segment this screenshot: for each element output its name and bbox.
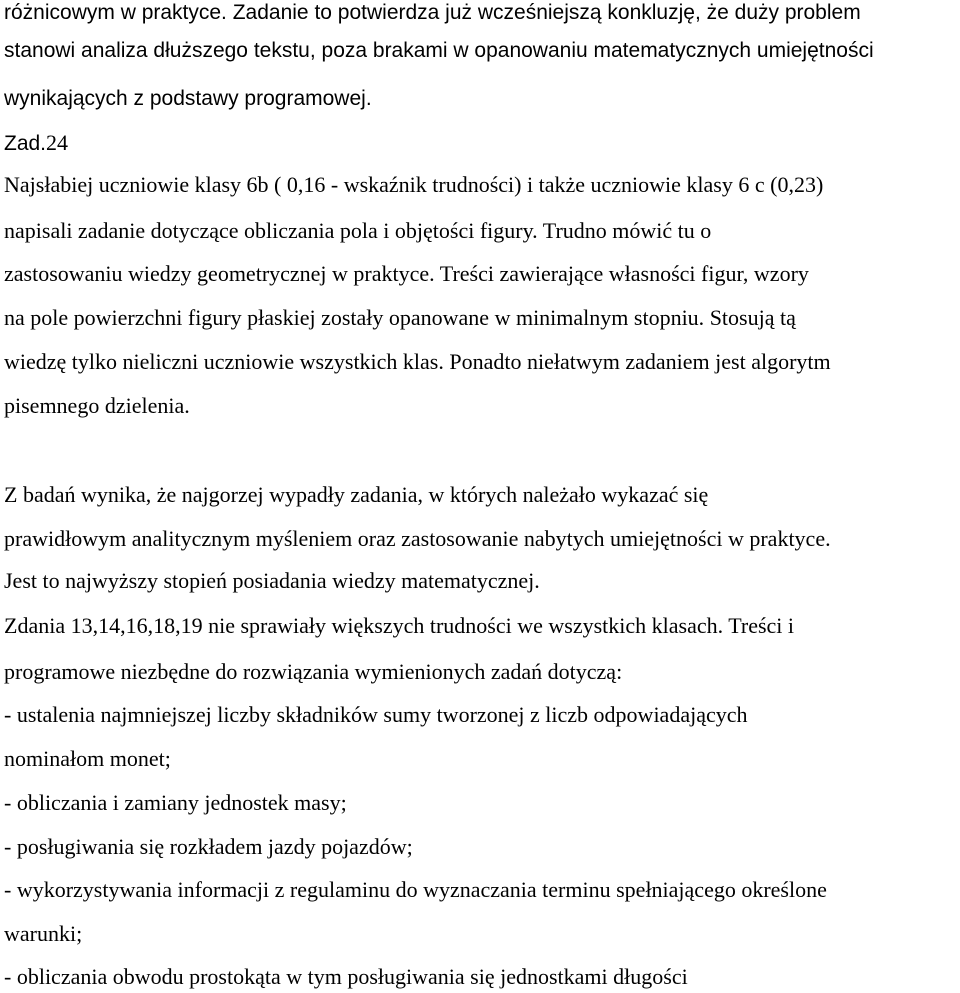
text-run: Jest to najwyższy stopień posiadania wiedzy matematycznej. (4, 568, 540, 593)
text-run: - wykorzystywania informacji z regulaminu do wyznaczania terminu spełniającego określone (4, 877, 827, 902)
text-run: Zdania 13,14,16,18,19 nie sprawiały większych trudności we wszystkich klasach. Treści i (4, 613, 795, 638)
text-run: Z badań wynika, że najgorzej wypadły zadania, w których należało wykazać się (4, 482, 709, 507)
list-item (4, 965, 688, 989)
text-run: różnicowym w praktyce. Zadanie to potwierdza już wcześniejszą konkluzję, że duży problem (4, 1, 861, 24)
text-run: na pole powierzchni figury płaskiej zostały opanowane w minimalnym stopniu. (4, 305, 710, 330)
text-run: - obliczania i zamiany jednostek masy; (4, 790, 347, 815)
text-line (4, 660, 622, 684)
text-line (4, 614, 794, 638)
text-line (4, 38, 874, 63)
text-run: stanowi analiza dłuższego tekstu, poza brakami w opanowaniu matematycznych umiejętności (4, 39, 874, 62)
text-run: prawidłowym analitycznym myśleniem oraz zastosowanie nabytych umiejętności w praktyce. (4, 526, 831, 551)
text-run: Treści zawierające własności figur, wzory (439, 261, 809, 286)
text-run: - ustalenia najmniejszej liczby składników sumy tworzonej z liczb odpowiadających (4, 702, 748, 727)
text-line (4, 569, 540, 593)
text-line (4, 527, 831, 551)
text-line (4, 306, 796, 330)
list-item (4, 703, 748, 727)
text-line (4, 219, 711, 243)
text-run: Stosują tą (709, 305, 796, 330)
text-line (4, 922, 82, 946)
text-line (4, 350, 831, 374)
text-run: - obliczania obwodu prostokąta w tym posługiwania się jednostkami długości (4, 964, 688, 989)
text-run: warunki; (4, 921, 83, 946)
text-run: Najsłabiej uczniowie klasy 6b ( 0,16 - wskaźnik trudności) i także uczniowie klasy 6 c (0,23) (4, 172, 824, 197)
list-item (4, 878, 827, 902)
text-line (4, 483, 708, 507)
text-run: 24 (46, 130, 69, 155)
text-run: nominałom monet; (4, 746, 171, 771)
text-run: Ponadto niełatwym zadaniem jest algorytm (449, 349, 831, 374)
list-item (4, 791, 347, 815)
text-run: Trudno mówić tu o (542, 218, 712, 243)
section-heading (4, 131, 68, 156)
text-line (4, 747, 171, 771)
text-run: napisali zadanie dotyczące obliczania pola i objętości figury. (4, 218, 543, 243)
text-run: zastosowaniu wiedzy geometrycznej w praktyce. (4, 261, 440, 286)
text-run: wiedzę tylko nieliczni uczniowie wszystkich klas. (4, 349, 450, 374)
text-run: wynikających z podstawy programowej. (4, 87, 372, 110)
text-line (4, 86, 372, 111)
text-run: programowe niezbędne do rozwiązania wymienionych zadań dotyczą: (4, 659, 623, 684)
text-run: - posługiwania się rozkładem jazdy pojazdów; (4, 834, 413, 859)
text-run: Zad. (4, 132, 47, 155)
list-item (4, 835, 413, 859)
text-line (4, 262, 809, 286)
text-line (4, 0, 861, 25)
text-line (4, 394, 190, 418)
text-line (4, 173, 823, 197)
text-run: pisemnego dzielenia. (4, 393, 190, 418)
